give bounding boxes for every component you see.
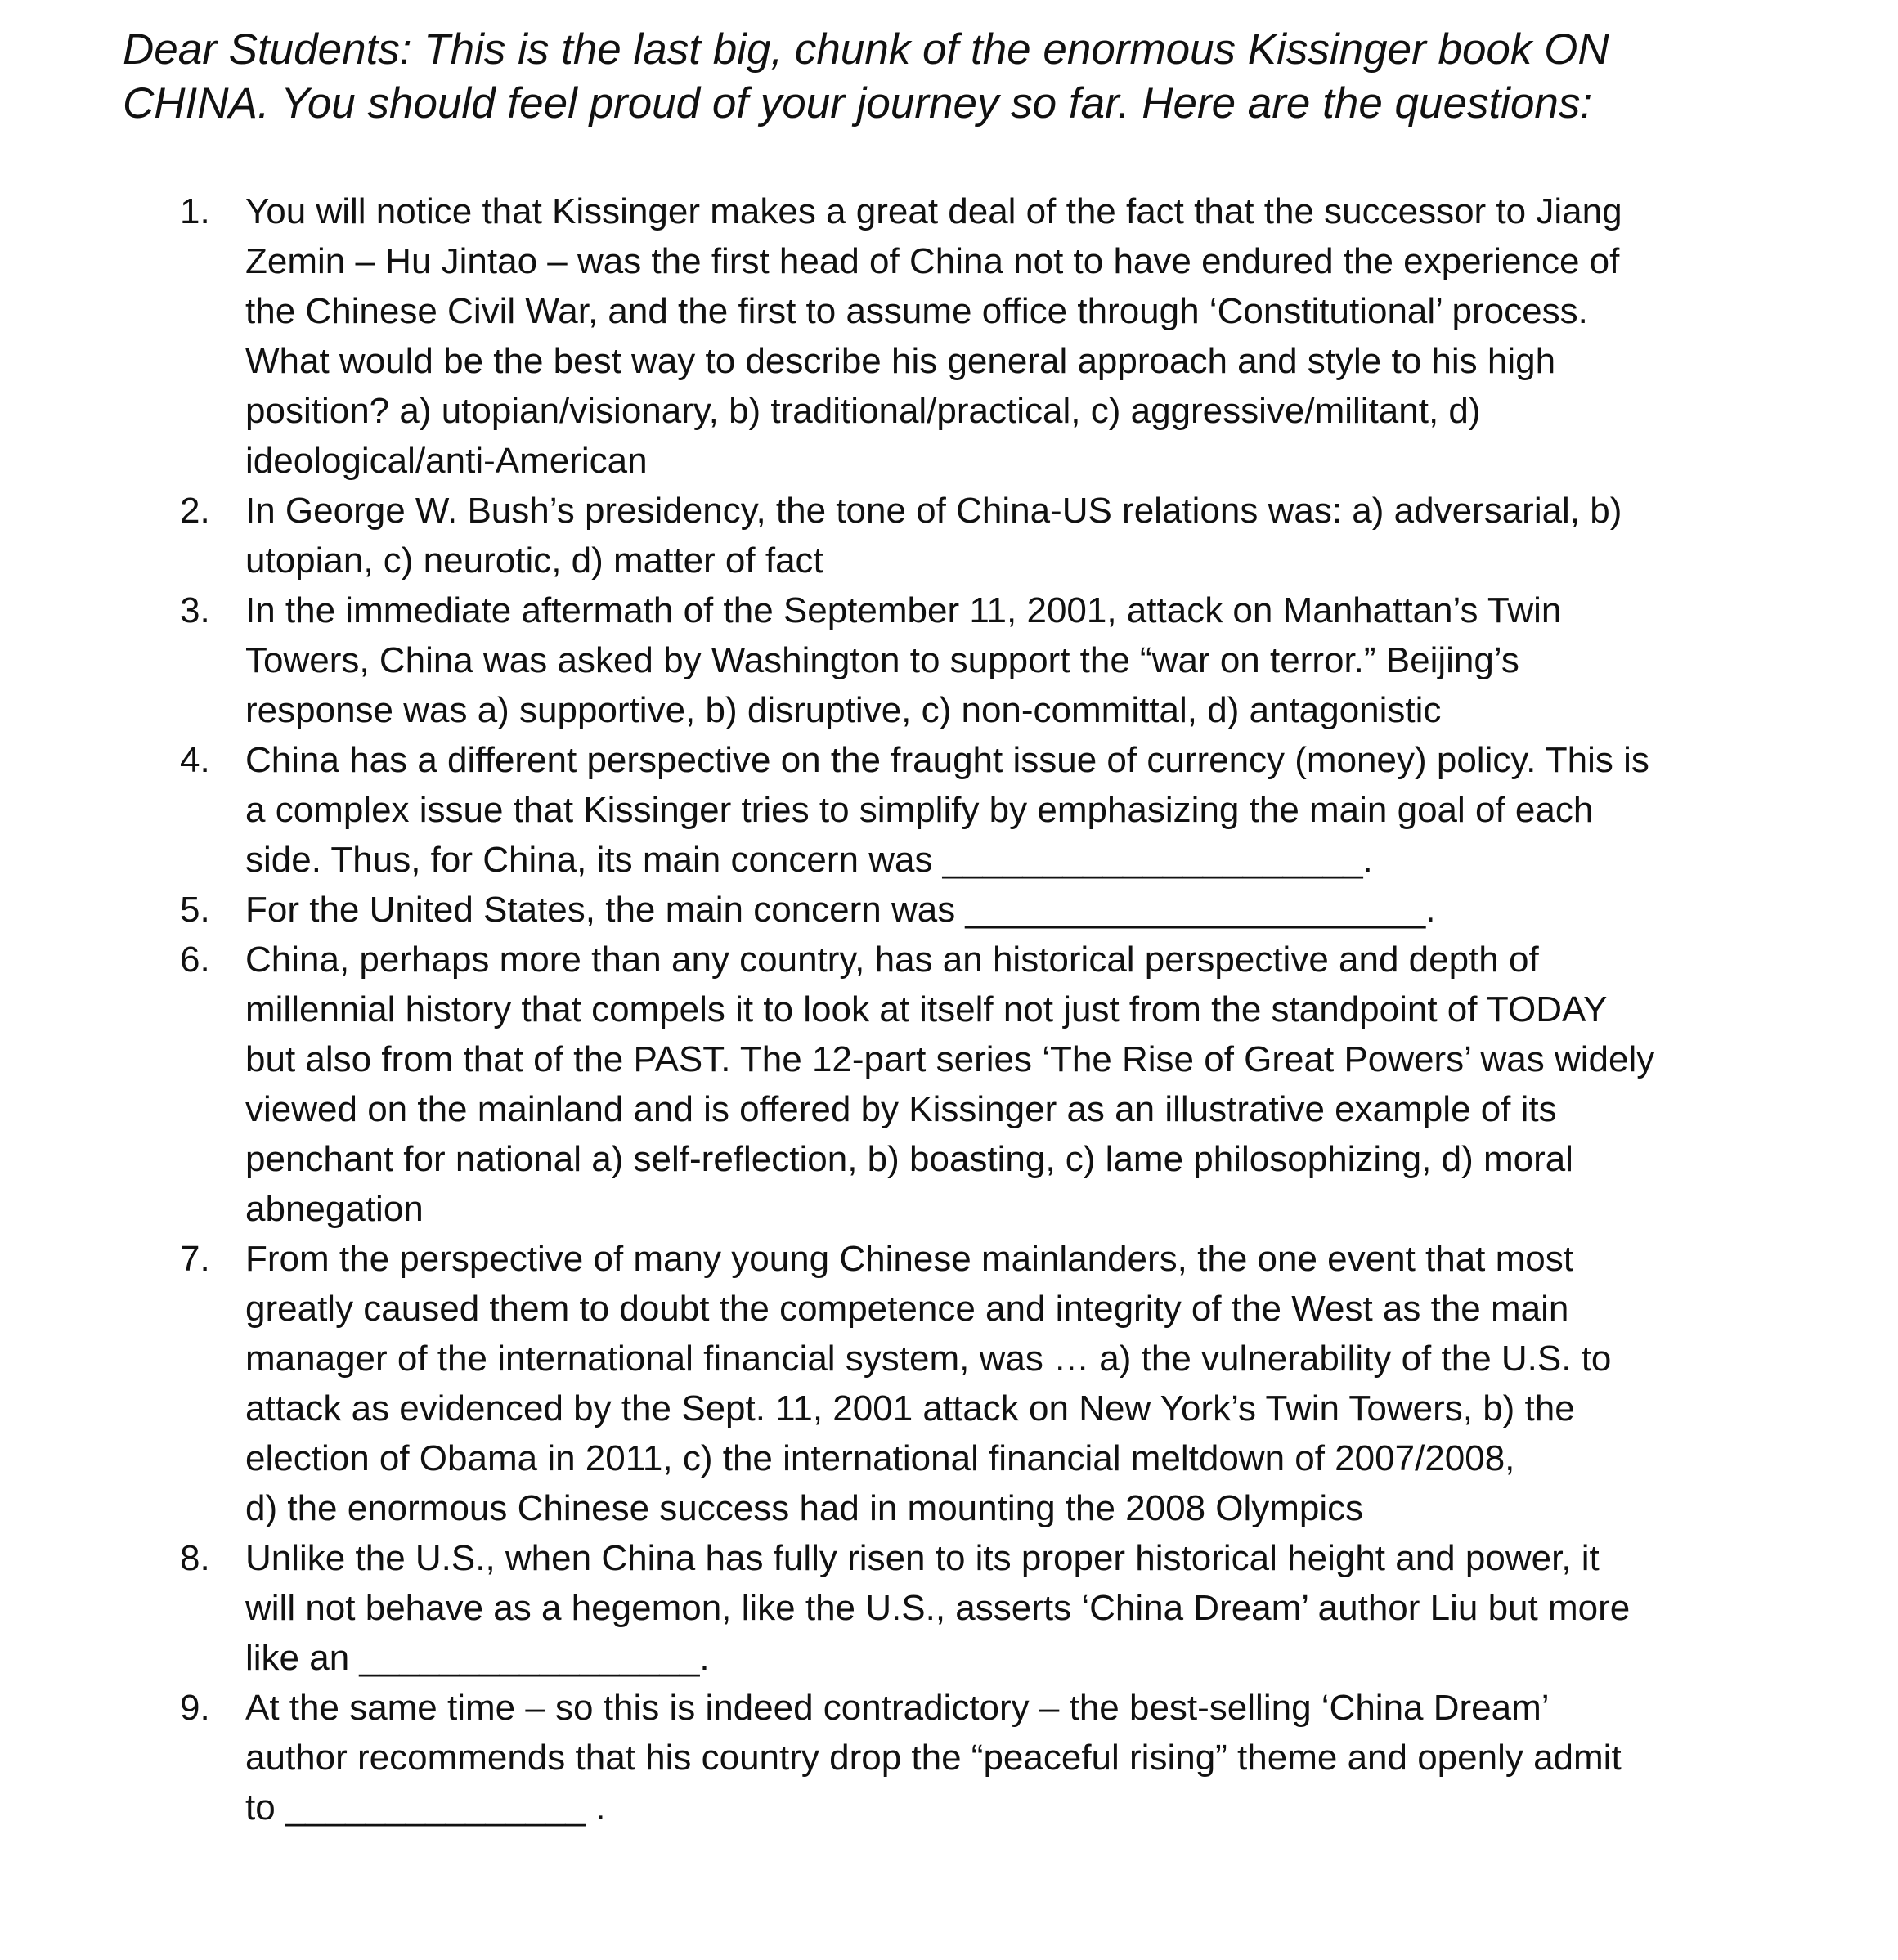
question-text-line: side. Thus, for China, its main concern was _____________________. — [245, 840, 1373, 880]
question-number: 6. — [180, 940, 210, 980]
question-text-line: the Chinese Civil War, and the first to assume office through ‘Constitutional’ process. — [245, 291, 1588, 331]
question-item — [180, 1683, 1734, 1832]
question-text-line: manager of the international financial system, was … a) the vulnerability of the U.S. to — [245, 1339, 1612, 1379]
question-text-line: Towers, China was asked by Washington to support the “war on terror.” Beijing’s — [245, 640, 1519, 680]
question-text-line: In George W. Bush’s presidency, the tone of China-US relations was: a) adversarial, b) — [245, 491, 1622, 531]
question-number: 9. — [180, 1688, 210, 1728]
question-text-line: greatly caused them to doubt the competence and integrity of the West as the main — [245, 1289, 1569, 1329]
question-text-line: abnegation — [245, 1189, 424, 1229]
question-text-line: You will notice that Kissinger makes a great deal of the fact that the successor to Jiang — [245, 191, 1622, 231]
question-number: 7. — [180, 1239, 210, 1279]
question-text-line: ideological/anti-American — [245, 441, 648, 481]
question-text-line: Unlike the U.S., when China has fully risen to its proper historical height and power, it — [245, 1538, 1600, 1578]
question-text-line: China, perhaps more than any country, has an historical perspective and depth of — [245, 940, 1539, 980]
question-text-line: viewed on the mainland and is offered by Kissinger as an illustrative example of its — [245, 1089, 1557, 1129]
question-text-line: From the perspective of many young Chinese mainlanders, the one event that most — [245, 1239, 1573, 1279]
question-item — [180, 1234, 1734, 1533]
question-text-line: response was a) supportive, b) disruptive, c) non-committal, d) antagonistic — [245, 690, 1442, 730]
question-text-line: like an _________________. — [245, 1638, 710, 1678]
question-number: 5. — [180, 890, 210, 930]
question-list — [180, 186, 1734, 1832]
question-text-line: Zemin – Hu Jintao – was the first head of China not to have endured the experience of — [245, 241, 1620, 281]
question-text-line: millennial history that compels it to look at itself not just from the standpoint of TODAY — [245, 989, 1608, 1029]
question-text-line: attack as evidenced by the Sept. 11, 2001 attack on New York’s Twin Towers, b) the — [245, 1388, 1575, 1429]
question-item — [180, 1533, 1734, 1683]
question-text-line: What would be the best way to describe his general approach and style to his high — [245, 341, 1556, 381]
question-number: 3. — [180, 590, 210, 630]
question-number: 1. — [180, 191, 210, 231]
question-text-line: d) the enormous Chinese success had in mounting the 2008 Olympics — [245, 1488, 1364, 1528]
question-item — [180, 186, 1734, 486]
question-text-line: China has a different perspective on the fraught issue of currency (money) policy. This is — [245, 740, 1649, 780]
question-text-line: In the immediate aftermath of the September 11, 2001, attack on Manhattan’s Twin — [245, 590, 1562, 630]
question-text-line: a complex issue that Kissinger tries to simplify by emphasizing the main goal of each — [245, 790, 1594, 830]
question-text-line: position? a) utopian/visionary, b) traditional/practical, c) aggressive/militant, d) — [245, 391, 1481, 431]
question-text-line: author recommends that his country drop the “peaceful rising” theme and openly admit — [245, 1738, 1622, 1778]
intro-line: CHINA. You should feel proud of your journey so far. Here are the questions: — [123, 79, 1593, 128]
question-item — [180, 885, 1734, 935]
question-text-line: election of Obama in 2011, c) the international financial meltdown of 2007/2008, — [245, 1438, 1515, 1478]
question-item — [180, 935, 1734, 1234]
question-text-line: to _______________ . — [245, 1787, 606, 1828]
question-text-line: utopian, c) neurotic, d) matter of fact — [245, 540, 823, 581]
question-item — [180, 735, 1734, 885]
question-number: 4. — [180, 740, 210, 780]
question-text-line: penchant for national a) self-reflection, b) boasting, c) lame philosophizing, d) moral — [245, 1139, 1573, 1179]
intro-paragraph — [123, 23, 1799, 131]
question-number: 8. — [180, 1538, 210, 1578]
question-number: 2. — [180, 491, 210, 531]
intro-line: Dear Students: This is the last big, chunk of the enormous Kissinger book ON — [123, 25, 1609, 74]
question-text-line: For the United States, the main concern was _______________________. — [245, 890, 1436, 930]
question-text-line: will not behave as a hegemon, like the U.S., asserts ‘China Dream’ author Liu but more — [245, 1588, 1631, 1628]
question-text-line: At the same time – so this is indeed contradictory – the best-selling ‘China Dream’ — [245, 1688, 1550, 1728]
question-item — [180, 585, 1734, 735]
question-item — [180, 486, 1734, 585]
question-text-line: but also from that of the PAST. The 12-part series ‘The Rise of Great Powers’ was widely — [245, 1039, 1655, 1079]
